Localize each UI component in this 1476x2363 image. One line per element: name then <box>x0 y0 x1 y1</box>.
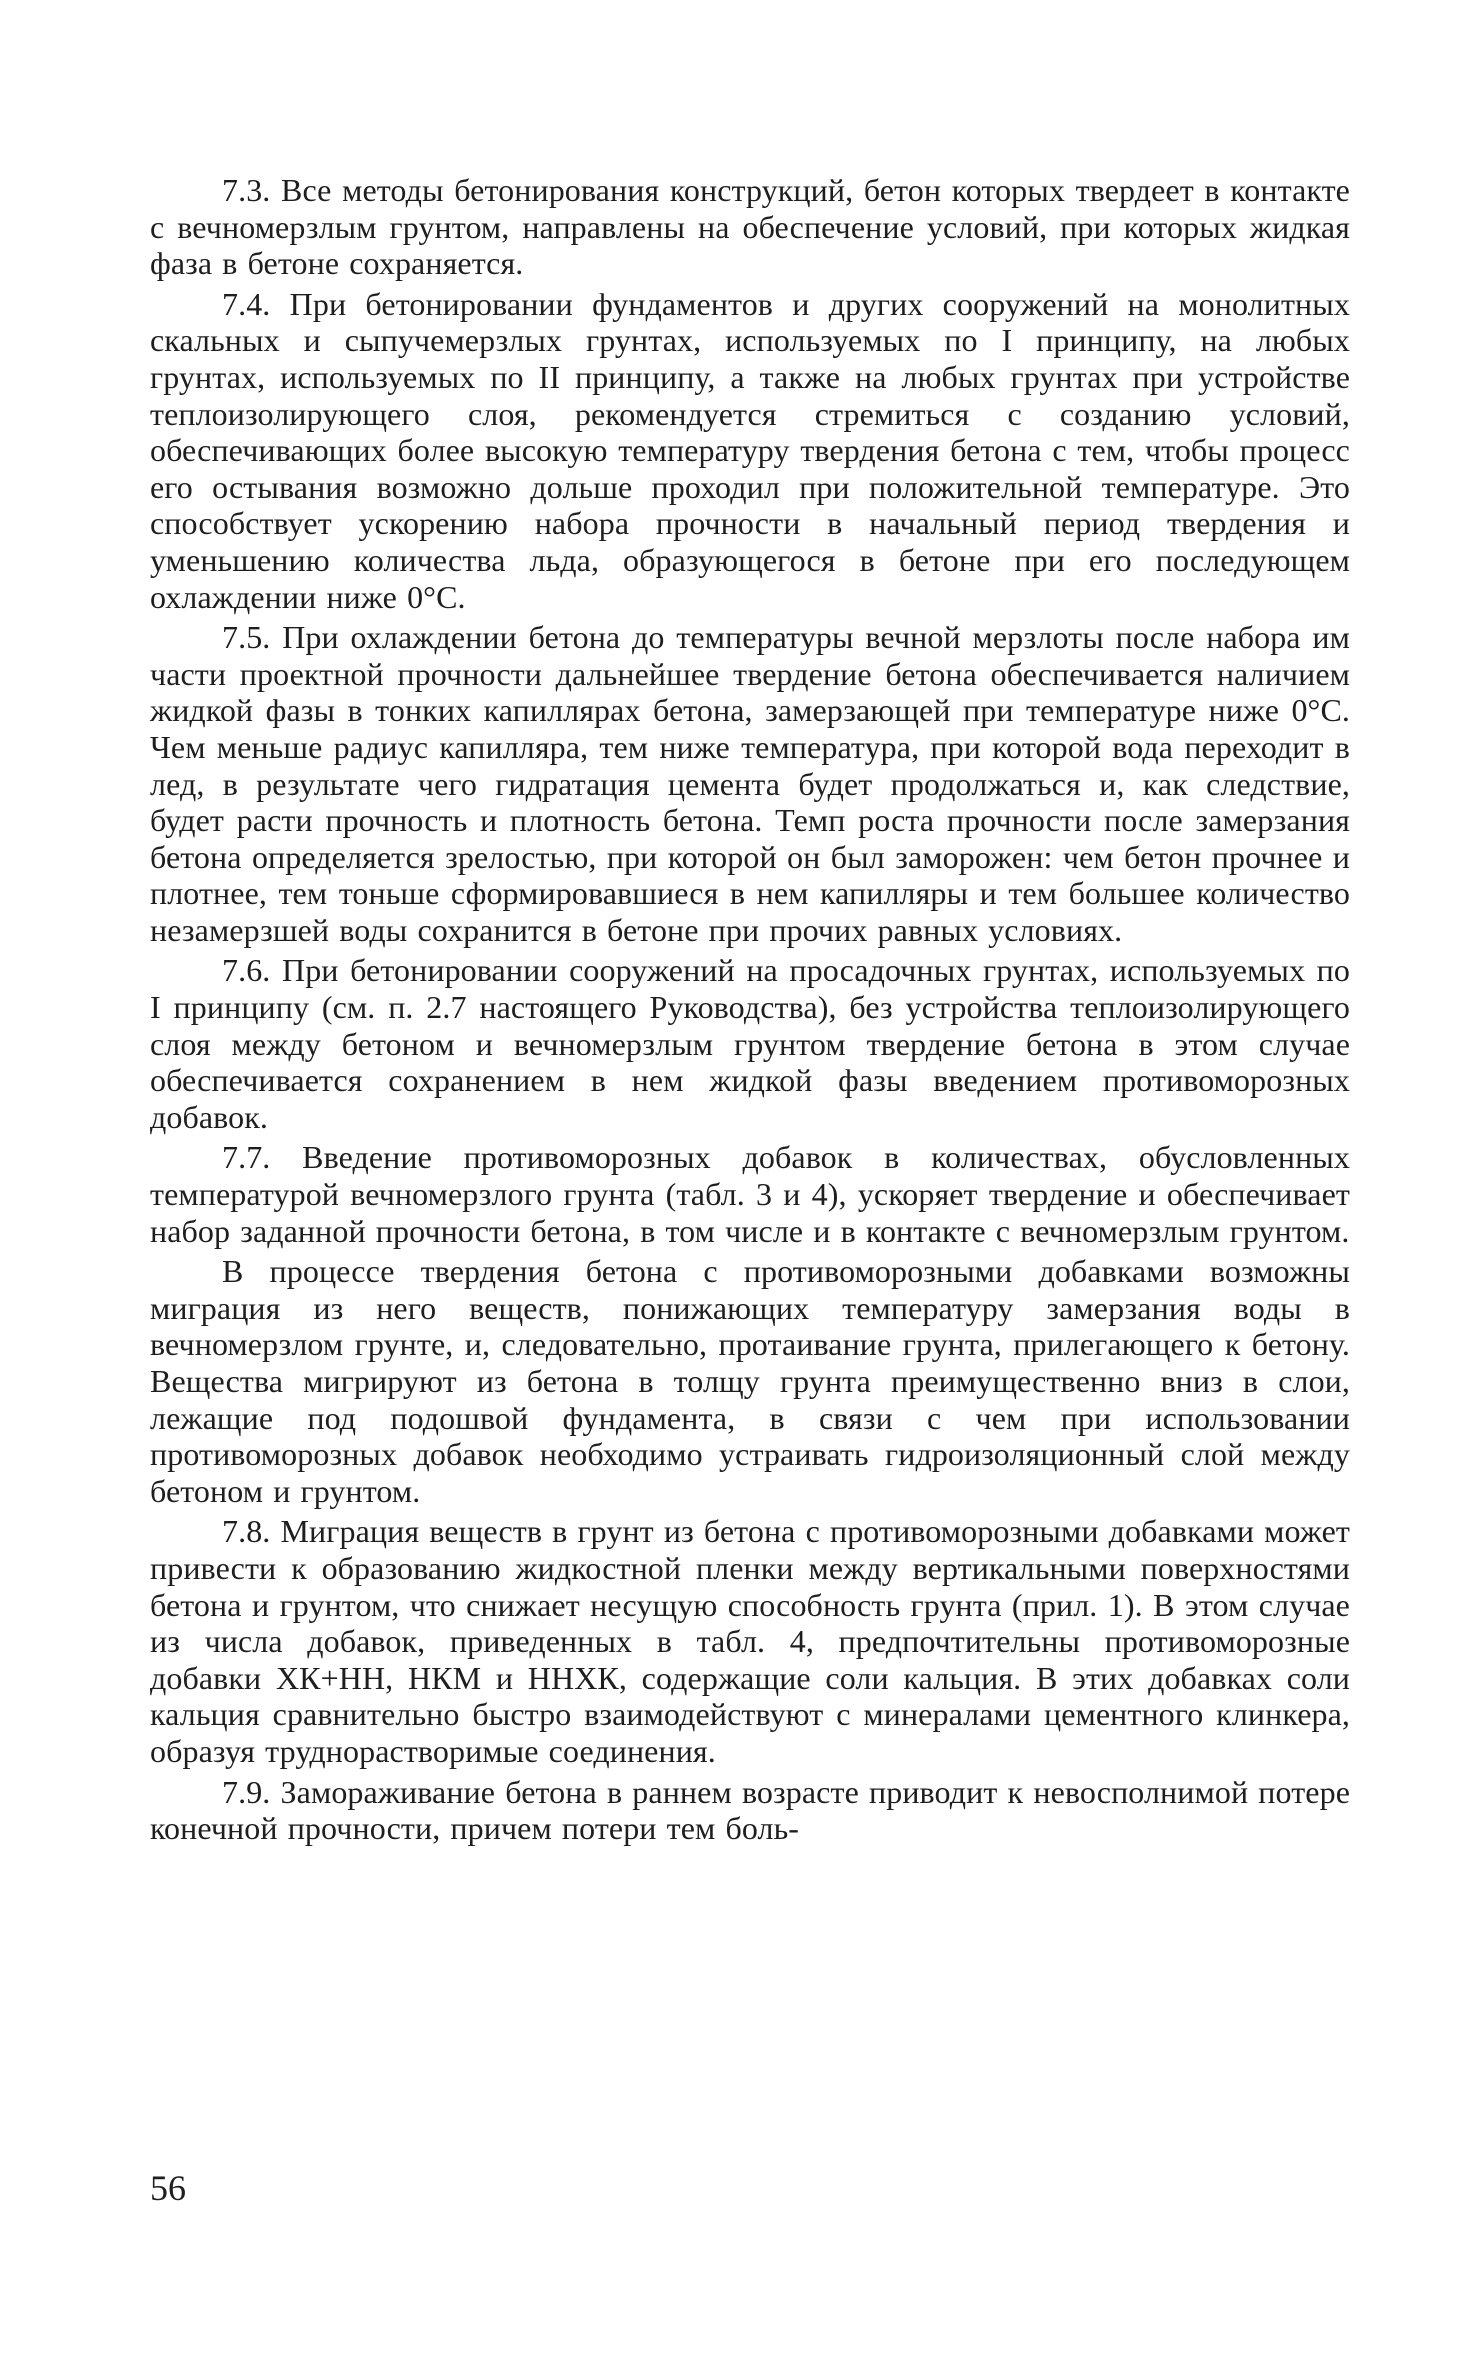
paragraph-7-6: 7.6. При бетонировании сооружений на просадочных грунтах, используемых по I принципу (см. п. 2.7 настоящего Руководства), без устройства теплоизолирующего слоя между бетоном и вечномерзлым грунтом твердение бетона в этом случае обеспечивается сохранением в нем жидкой фазы введением противоморозных добавок. <box>150 952 1350 1135</box>
page-number: 56 <box>150 2168 186 2208</box>
paragraph-7-4: 7.4. При бетонировании фундаментов и других сооружений на монолитных скальных и сыпучемерзлых грунтах, используемых по I принципу, на любых грунтах, используемых по II принципу, а также на любых грунтах при устройстве теплоизолирующего слоя, рекомендуется стремиться с созданию условий, обеспечивающих более высокую температуру твердения бетона с тем, чтобы процесс его остывания возможно дольше проходил при положительной температуре. Это способствует ускорению набора прочности в начальный период твердения и уменьшению количества льда, образующегося в бетоне при его последующем охлаждении ниже 0°С. <box>150 285 1350 615</box>
paragraph-7-7-continued: В процессе твердения бетона с противоморозными добавками возможны миграция из него веществ, понижающих температуру замерзания воды в вечномерзлом грунте, и, следовательно, протаивание грунта, прилегающего к бетону. Вещества мигрируют из бетона в толщу грунта преимущественно вниз в слои, лежащие под подошвой фундамента, в связи с чем при использовании противоморозных добавок необходимо устраивать гидроизоляционный слой между бетоном и грунтом. <box>150 1253 1350 1509</box>
paragraph-7-8: 7.8. Миграция веществ в грунт из бетона с противоморозными добавками может привести к образованию жидкостной пленки между вертикальными поверхностями бетона и грунтом, что снижает несущую способность грунта (прил. 1). В этом случае из числа добавок, приведенных в табл. 4, предпочтительны противоморозные добавки ХК+НН, НКМ и ННХК, содержащие соли кальция. В этих добавках соли кальция сравнительно быстро взаимодействуют с минералами цементного клинкера, образуя труднорастворимые соединения. <box>150 1513 1351 1769</box>
paragraph-7-5: 7.5. При охлаждении бетона до температуры вечной мерзлоты после набора им части проектной прочности дальнейшее твердение бетона обеспечивается наличием жидкой фазы в тонких капиллярах бетона, замерзающей при температуре ниже 0°С. Чем меньше радиус капилляра, тем ниже температура, при которой вода переходит в лед, в результате чего гидратация цемента будет продолжаться и, как следствие, будет расти прочность и плотность бетона. Темп роста прочности после замерзания бетона определяется зрелостью, при которой он был заморожен: чем бетон прочнее и плотнее, тем тоньше сформировавшиеся в нем капилляры и тем большее количество незамерзшей воды сохранится в бетоне при прочих равных условиях. <box>150 619 1350 948</box>
paragraph-7-7: 7.7. Введение противоморозных добавок в количествах, обусловленных температурой вечномерзлого грунта (табл. 3 и 4), ускоряет твердение и обеспечивает набор заданной прочности бетона, в том числе и в контакте с вечномерзлым грунтом. <box>150 1139 1350 1249</box>
document-body <box>150 172 1350 1847</box>
paragraph-7-9: 7.9. Замораживание бетона в раннем возрасте приводит к невосполнимой потере конечной прочности, причем потери тем боль- <box>150 1773 1350 1847</box>
paragraph-7-3: 7.3. Все методы бетонирования конструкций, бетон которых твердеет в контакте с вечномерзлым грунтом, направлены на обеспечение условий, при которых жидкая фаза в бетоне сохраняется. <box>150 172 1350 282</box>
